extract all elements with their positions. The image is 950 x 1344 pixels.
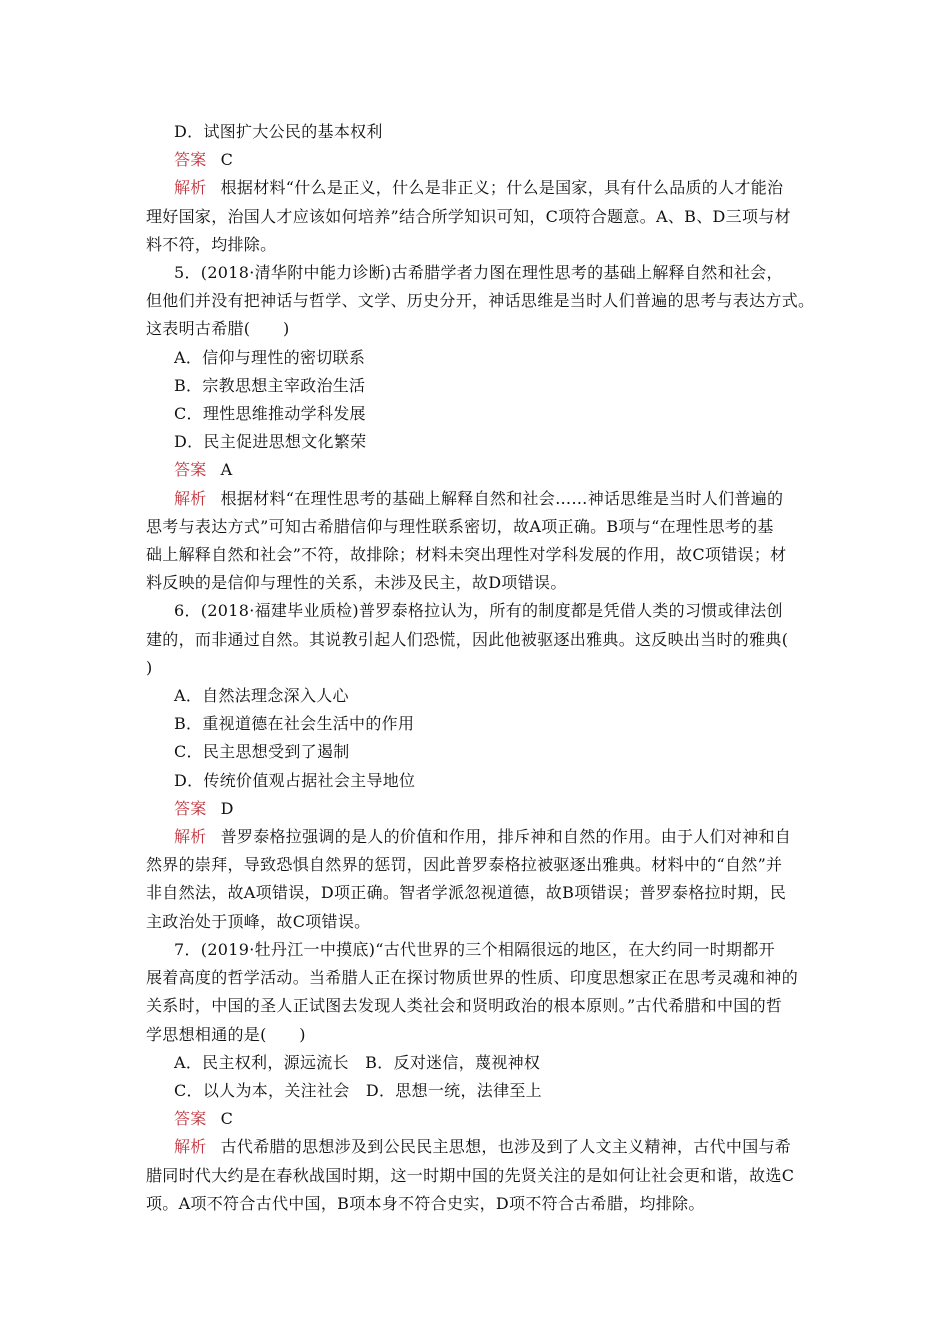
line-text: 建的，而非通过自然。其说教引起人们恐慌，因此他被驱逐出雅典。这反映出当时的雅典( [146, 629, 789, 649]
line-text: C [220, 150, 234, 170]
line-text: 7．(2019·牡丹江一中摸底)“古代世界的三个相隔很远的地区，在大约同一时期都开 [174, 939, 775, 959]
option-line [146, 710, 822, 738]
line-text: D [220, 798, 234, 818]
analysis-label: 解析 [174, 488, 207, 508]
option-line [146, 767, 822, 795]
text-line [146, 879, 822, 907]
option-line [146, 372, 822, 400]
analysis-label: 解析 [174, 178, 207, 198]
line-text: 然界的崇拜，导致恐惧自然界的惩罚，因此普罗泰格拉被驱逐出雅典。材料中的“自然”并 [146, 855, 783, 875]
text-line [146, 654, 822, 682]
line-text: 思考与表达方式”可知古希腊信仰与理性联系密切，故A项正确。B项与“在理性思考的基 [146, 516, 774, 536]
line-text: 础上解释自然和社会”不符，故排除；材料未突出理性对学科发展的作用，故C项错误；材 [146, 545, 787, 565]
line-text: 料不符，均排除。 [146, 234, 277, 254]
line-text: 料反映的是信仰与理性的关系，未涉及民主，故D项错误。 [146, 573, 567, 593]
line-text: 5．(2018·清华附中能力诊断)古希腊学者力图在理性思考的基础上解释自然和社会， [174, 263, 783, 283]
text-line [146, 908, 822, 936]
line-text: 但他们并没有把神话与哲学、文学、历史分开，神话思维是当时人们普遍的思考与表达方式。 [146, 291, 815, 311]
line-text: A．信仰与理性的密切联系 [174, 347, 366, 367]
line-text: B．宗教思想主宰政治生活 [174, 375, 366, 395]
text-line [146, 287, 822, 315]
answer-label: 答案 [174, 798, 207, 818]
line-text: D．民主促进思想文化繁荣 [174, 432, 367, 452]
text-line [146, 541, 822, 569]
text-line [146, 1190, 822, 1218]
text-line [146, 203, 822, 231]
option-line [146, 738, 822, 766]
line-text: 主政治处于顶峰，故C项错误。 [146, 911, 371, 931]
option-line [146, 682, 822, 710]
answer-line [146, 795, 822, 823]
text-line [146, 569, 822, 597]
answer-label: 答案 [174, 1109, 207, 1129]
text-line [146, 231, 822, 259]
answer-line [146, 456, 822, 484]
line-text: 关系时，中国的圣人正试图去发现人类社会和贤明政治的根本原则。”古代希腊和中国的哲 [146, 996, 783, 1016]
question-line [146, 936, 822, 964]
analysis-label: 解析 [174, 1137, 207, 1157]
text-line [146, 626, 822, 654]
line-text: 腊同时代大约是在春秋战国时期，这一时期中国的先贤关注的是如何让社会更和谐，故选C [146, 1165, 795, 1185]
question-line [146, 259, 822, 287]
text-line [146, 964, 822, 992]
text-line [146, 513, 822, 541]
line-text: C．以人为本，关注社会 D．思想一统，法律至上 [174, 1080, 542, 1100]
line-text: 非自然法，故A项错误，D项正确。智者学派忽视道德，故B项错误；普罗泰格拉时期，民 [146, 883, 787, 903]
line-text: 学思想相通的是( ) [146, 1024, 306, 1044]
line-text: 普罗泰格拉强调的是人的价值和作用，排斥神和自然的作用。由于人们对神和自 [220, 827, 792, 847]
text-line [146, 1162, 822, 1190]
analysis-line [146, 1133, 822, 1161]
line-text: 项。A项不符合古代中国，B项本身不符合史实，D项不符合古希腊，均排除。 [146, 1193, 705, 1213]
line-text: D．传统价值观占据社会主导地位 [174, 770, 416, 790]
line-text: D．试图扩大公民的基本权利 [174, 122, 383, 141]
line-text: B．重视道德在社会生活中的作用 [174, 714, 415, 734]
line-text: C．民主思想受到了遏制 [174, 742, 350, 762]
line-text: A．自然法理念深入人心 [174, 686, 349, 706]
question-line [146, 597, 822, 625]
line-text: A．民主权利，源远流长 B．反对迷信，蔑视神权 [174, 1052, 541, 1072]
answer-line [146, 1105, 822, 1133]
analysis-line [146, 823, 822, 851]
line-text: 6．(2018·福建毕业质检)普罗泰格拉认为，所有的制度都是凭借人类的习惯或律法创 [174, 601, 783, 621]
answer-line [146, 146, 822, 174]
line-text: 这表明古希腊( ) [146, 319, 290, 339]
option-line [146, 428, 822, 456]
option-line [146, 400, 822, 428]
answer-label: 答案 [174, 460, 207, 480]
answer-label: 答案 [174, 150, 207, 170]
line-text: C．理性思维推动学科发展 [174, 404, 366, 424]
option-line [146, 1049, 822, 1077]
analysis-line [146, 174, 822, 202]
analysis-line [146, 485, 822, 513]
text-line [146, 315, 822, 343]
line-text: ) [146, 657, 153, 677]
text-line [146, 851, 822, 879]
line-text: C [220, 1109, 234, 1129]
option-line [146, 1077, 822, 1105]
line-text: 根据材料“什么是正义，什么是非正义；什么是国家，具有什么品质的人才能治 [220, 178, 784, 198]
option-line [146, 118, 822, 146]
text-line [146, 1021, 822, 1049]
line-text: 展着高度的哲学活动。当希腊人正在探讨物质世界的性质、印度思想家正在思考灵魂和神的 [146, 968, 799, 988]
analysis-label: 解析 [174, 827, 207, 847]
line-text: A [220, 460, 233, 480]
option-line [146, 344, 822, 372]
line-text: 根据材料“在理性思考的基础上解释自然和社会……神话思维是当时人们普遍的 [220, 488, 784, 508]
line-text: 古代希腊的思想涉及到公民民主思想，也涉及到了人文主义精神，古代中国与希 [220, 1137, 792, 1157]
document-page [146, 118, 822, 1218]
line-text: 理好国家，治国人才应该如何培养”结合所学知识可知，C项符合题意。A、B、D三项与材 [146, 206, 791, 226]
text-line [146, 992, 822, 1020]
